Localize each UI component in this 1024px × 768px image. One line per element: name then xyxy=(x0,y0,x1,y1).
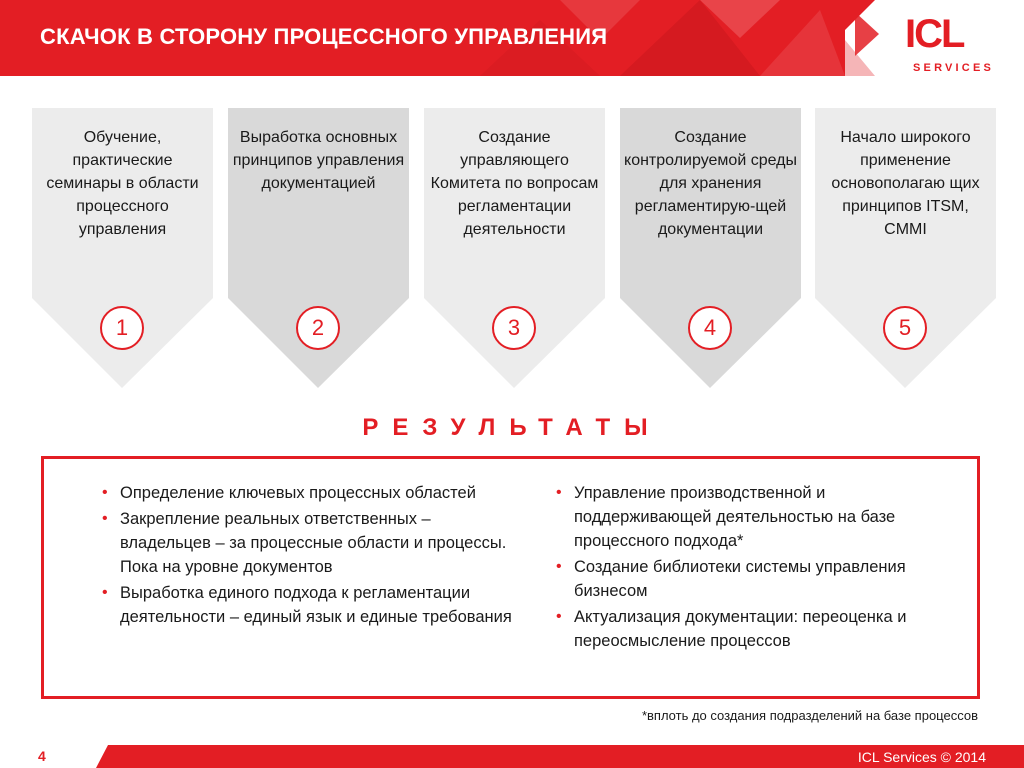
bullet-icon: • xyxy=(102,510,108,527)
step-text: Выработка основных принципов управления документацией xyxy=(232,129,405,192)
list-item xyxy=(552,605,932,653)
step-text: Создание управляющего Комитета по вопросам регламентации деятельности xyxy=(430,129,599,238)
results-list-right xyxy=(552,481,932,655)
step-number-badge: 3 xyxy=(492,306,536,350)
step-2 xyxy=(228,108,409,392)
list-item xyxy=(98,581,518,629)
step-5 xyxy=(815,108,996,392)
step-number-badge: 1 xyxy=(100,306,144,350)
list-item-text: Актуализация документации: переоценка и переосмысление процессов xyxy=(574,608,907,650)
list-item xyxy=(552,481,932,553)
step-text: Начало широкого применение основополагаю щих принципов ITSM, CMMI xyxy=(831,129,980,238)
step-number-badge: 5 xyxy=(883,306,927,350)
list-item xyxy=(552,555,932,603)
results-box xyxy=(41,456,980,699)
logo-sub-text: SERVICES xyxy=(913,62,995,74)
footnote: *вплоть до создания подразделений на базе процессов xyxy=(641,708,978,723)
step-text: Создание контролируемой среды для хранения регламентирую-щей документации xyxy=(624,129,797,238)
step-4 xyxy=(620,108,801,392)
step-text: Обучение, практические семинары в области процессного управления xyxy=(46,129,199,238)
steps-row xyxy=(32,108,996,392)
bullet-icon: • xyxy=(556,484,562,501)
header-bar xyxy=(0,0,845,76)
company-logo xyxy=(905,14,995,76)
bullet-icon: • xyxy=(102,484,108,501)
header-triangles xyxy=(845,0,895,76)
list-item xyxy=(98,481,518,505)
results-heading: РЕЗУЛЬТАТЫ xyxy=(362,414,662,441)
step-3 xyxy=(424,108,605,392)
list-item-text: Управление производственной и поддерживающей деятельностью на базе процессного подхода* xyxy=(574,484,896,550)
page-number: 4 xyxy=(38,748,46,764)
copyright-text: ICL Services © 2014 xyxy=(857,749,986,765)
list-item-text: Создание библиотеки системы управления бизнесом xyxy=(574,558,906,600)
logo-main-text: ICL xyxy=(905,12,964,56)
step-number-badge: 4 xyxy=(688,306,732,350)
list-item-text: Определение ключевых процессных областей xyxy=(120,484,476,502)
list-item-text: Закрепление реальных ответственных – владельцев – за процессные области и процессы. Пока на уровне документов xyxy=(120,510,507,576)
list-item-text: Выработка единого подхода к регламентации деятельности – единый язык и единые требования xyxy=(120,584,512,626)
bullet-icon: • xyxy=(556,608,562,625)
results-list-left xyxy=(98,481,518,631)
step-number-badge: 2 xyxy=(296,306,340,350)
list-item xyxy=(98,507,518,579)
bullet-icon: • xyxy=(556,558,562,575)
step-1 xyxy=(32,108,213,392)
page-title: СКАЧОК В СТОРОНУ ПРОЦЕССНОГО УПРАВЛЕНИЯ xyxy=(40,24,608,49)
bullet-icon: • xyxy=(102,584,108,601)
